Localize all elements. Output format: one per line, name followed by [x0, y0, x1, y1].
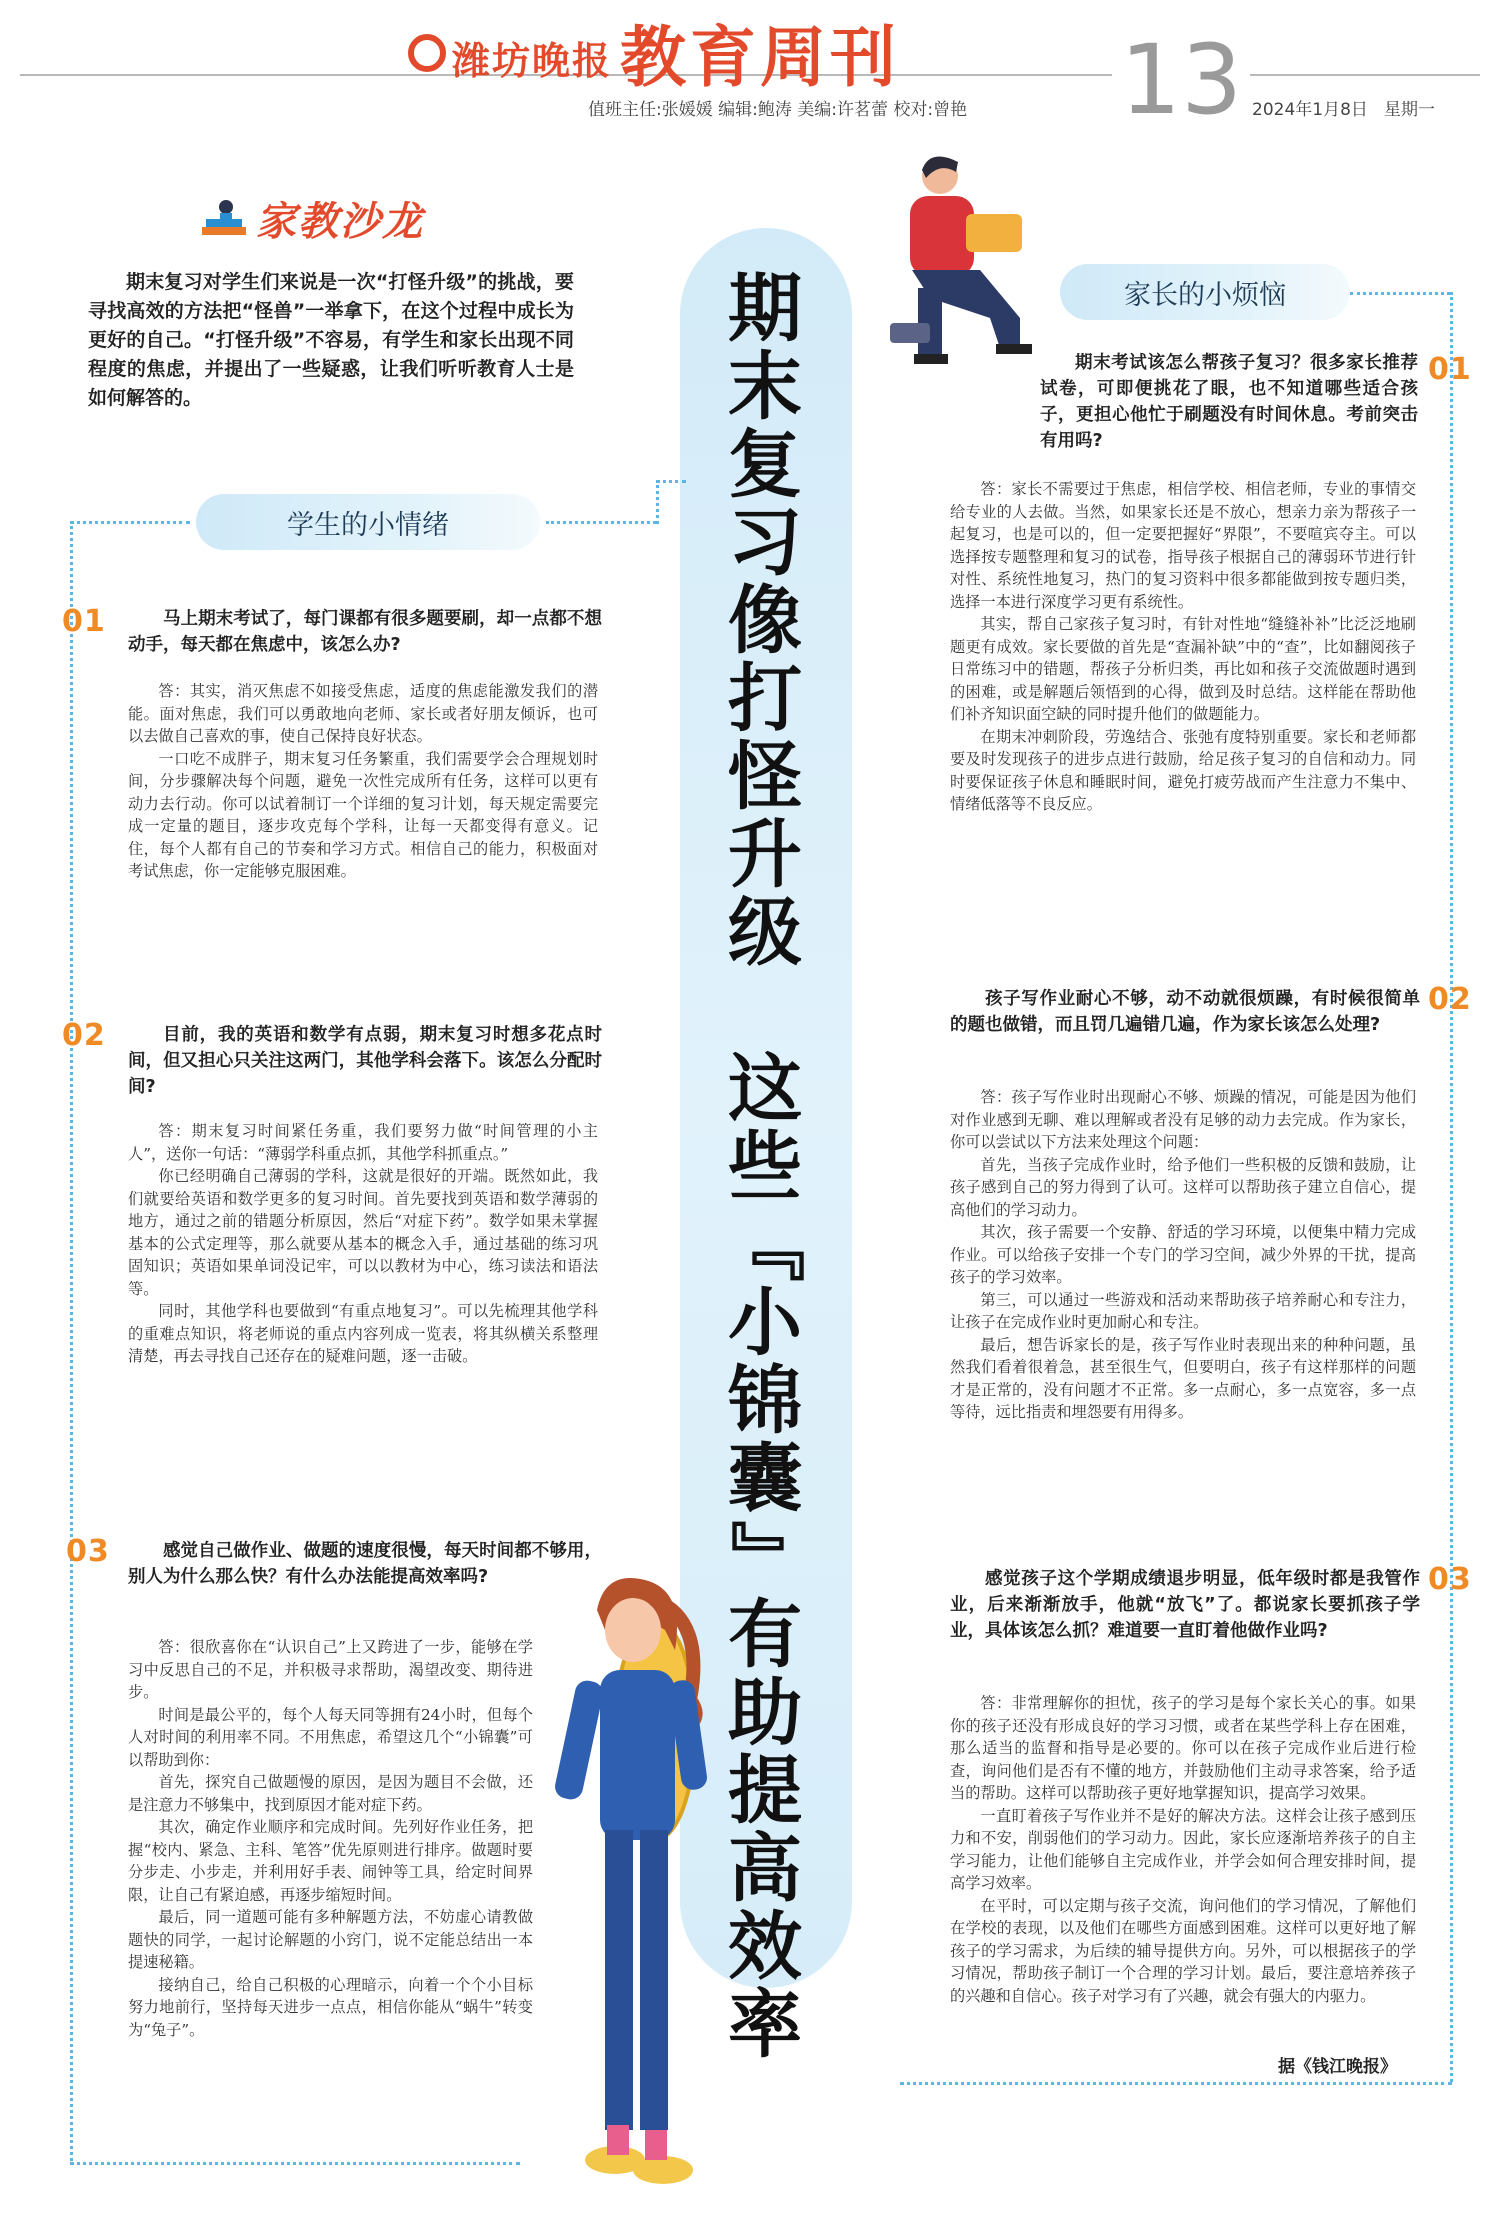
divider-dots: [1450, 292, 1453, 2082]
answer-paragraph: 时间是最公平的，每个人每天同等拥有24小时，但每个人对时间的利用率不同。不用焦虑，希望这几个“小锦囊”可以帮助到你：: [128, 1705, 533, 1769]
answer-paragraph: 首先，当孩子完成作业时，给予他们一些积极的反馈和鼓励，让孩子感到自己的努力得到了认可。这样可以帮助孩子建立自信心，提高他们的学习动力。: [950, 1155, 1416, 1219]
student-q2-answer: [128, 1120, 598, 1368]
divider-dots: [546, 521, 656, 524]
headline-char: 锦: [728, 1358, 802, 1444]
issue-weekday: 星期一: [1384, 100, 1435, 120]
headline-char: 有: [728, 1592, 802, 1678]
headline-char: 习: [728, 500, 802, 586]
student-q2-number: 02: [62, 1018, 106, 1053]
headline-char: 助: [728, 1670, 802, 1756]
parent-q1-number: 01: [1428, 352, 1472, 387]
student-q3-answer: [128, 1636, 533, 2041]
answer-paragraph: 其实，帮自己家孩子复习时，有针对性地“缝缝补补”比泛泛地刷题更有成效。家长要做的首先是“查漏补缺”中的“查”，比如翻阅孩子日常练习中的错题，帮孩子分析归类，再比如和孩子交流做题时遇到的困难，或是解题后领悟到的心得，做到及时总结。这样能在帮助他们补齐知识面空缺的同时提升他们的做题能力。: [950, 615, 1416, 723]
answer-paragraph: 一直盯着孩子写作业并不是好的解决方法。这样会让孩子感到压力和不安，削弱他们的学习动力。因此，家长应逐渐培养孩子的自主学习能力，让他们能够自主完成作业，并学会如何合理安排时间，提高学习效率。: [950, 1806, 1416, 1892]
paper-logo-icon: [408, 34, 446, 72]
headline-char: 些: [728, 1124, 802, 1210]
headline-char: 级: [728, 890, 802, 976]
divider-dots: [70, 2162, 520, 2165]
answer-paragraph: 最后，想告诉家长的是，孩子写作业时表现出来的种种问题，虽然我们看着很着急，甚至很生气，但要明白，孩子有这样那样的问题才是正常的，没有问题才不正常。多一点耐心，多一点宽容，多一点等待，远比指责和埋怨要有用得多。: [950, 1335, 1416, 1421]
headline-char: 怪: [728, 734, 802, 820]
parent-section-label-text: 家长的小烦恼: [1124, 279, 1286, 311]
divider-dots: [1350, 292, 1450, 295]
headline-char: 升: [728, 812, 802, 898]
answer-paragraph: 答：很欣喜你在“认识自己”上又跨进了一步，能够在学习中反思自己的不足，并积极寻求帮助，渴望改变、期待进步。: [128, 1638, 533, 1701]
answer-paragraph: 在期末冲刺阶段，劳逸结合、张弛有度特别重要。家长和老师都要及时发现孩子的进步点进行鼓励，给足孩子复习的自信和动力。同时要保证孩子休息和睡眠时间，避免打疲劳战而产生注意力不集中、情绪低落等不良反应。: [950, 727, 1416, 813]
page-number: 13: [1112, 32, 1250, 128]
answer-paragraph: 答：非常理解你的担忧，孩子的学习是每个家长关心的事。如果你的孩子还没有形成良好的学习习惯，或者在某些学科上存在困难，那么适当的监督和指导是必要的。你可以在孩子完成作业后进行检查，询问他们是否有不懂的地方，并鼓励他们主动寻求答案，给予适当的帮助。这样可以帮助孩子更好地掌握知识，提高学习效果。: [950, 1694, 1416, 1802]
headline-char: [705, 972, 825, 1050]
parent-q3-number: 03: [1428, 1562, 1472, 1597]
headline-char: 这: [728, 1046, 802, 1132]
headline-char: 末: [728, 344, 802, 430]
parent-q2-number: 02: [1428, 982, 1472, 1017]
student-section-label-text: 学生的小情绪: [287, 509, 449, 541]
headline-char: 』: [722, 1520, 808, 1594]
answer-paragraph: 其次，确定作业顺序和完成时间。先列好作业任务，把握“校内、紧急、主科、笔答”优先原则进行排序。做题时要分步走、小步走，并利用好手表、闹钟等工具，给定时间界限，让自己有紧迫感，再逐步缩短时间。: [128, 1818, 533, 1904]
headline-char: 高: [728, 1826, 802, 1912]
answer-paragraph: 你已经明确自己薄弱的学科，这就是很好的开端。既然如此，我们就要给英语和数学更多的复习时间。首先要找到英语和数学薄弱的地方，通过之前的错题分析原因，然后“对症下药”。数学如果未掌握基本的公式定理等，那么就要从基本的概念入手，通过基础的练习巩固知识；英语如果单词没记牢，可以以教材为中心，练习读法和语法等。: [128, 1167, 598, 1298]
student-q2-question: 目前，我的英语和数学有点弱，期末复习时想多花点时间，但又担心只关注这两门，其他学科会落下。该怎么分配时间?: [128, 1025, 602, 1097]
answer-paragraph: 在平时，可以定期与孩子交流，询问他们的学习情况，了解他们在学校的表现，以及他们在哪些方面感到困难。这样可以更好地了解孩子的学习需求，为后续的辅导提供方向。另外，可以根据孩子的学习情况，帮助孩子制订一个合理的学习计划。最后，要注意培养孩子的兴趣和自信心。孩子对学习有了兴趣，就会有强大的内驱力。: [950, 1896, 1416, 2005]
headline-char: 像: [728, 578, 802, 664]
divider-dots: [656, 480, 686, 483]
answer-paragraph: 第三，可以通过一些游戏和活动来帮助孩子培养耐心和专注力，让孩子在完成作业时更加耐心和专注。: [950, 1290, 1416, 1331]
headline-char: 『: [722, 1208, 808, 1282]
issue-date: 2024年1月8日: [1252, 100, 1368, 120]
student-q3-number: 03: [66, 1534, 110, 1569]
answer-paragraph: 答：孩子写作业时出现耐心不够、烦躁的情况，可能是因为他们对作业感到无聊、难以理解或者没有足够的动力去完成。作为家长，你可以尝试以下方法来处理这个问题：: [950, 1088, 1416, 1151]
headline-char: 提: [728, 1748, 802, 1834]
headline-char: 期: [728, 266, 802, 352]
parent-q3-answer: [950, 1692, 1416, 2007]
headline-char: 复: [728, 422, 802, 508]
paper-name: 潍坊晚报: [452, 39, 613, 83]
divider-dots: [70, 521, 73, 2161]
student-q1-answer: [128, 680, 598, 883]
answer-paragraph: 接纳自己，给自己积极的心理暗示，向着一个个小目标努力地前行，坚持每天进步一点点，相信你能从“蜗牛”转变为“兔子”。: [128, 1975, 533, 2039]
student-section-label: [196, 494, 540, 550]
answer-paragraph: 最后，同一道题可能有多种解题方法，不妨虚心请教做题快的同学，一起讨论解题的小窍门，说不定能总结出一本提速秘籍。: [128, 1908, 533, 1971]
source-credit: 据《钱江晚报》: [1278, 2057, 1397, 2077]
column-logo-text: 家教沙龙: [256, 199, 424, 245]
parent-q2-answer: [950, 1086, 1416, 1424]
headline-char: 效: [728, 1904, 802, 1990]
headline-char: 小: [728, 1280, 802, 1366]
column-logo: [200, 190, 424, 247]
reading-child-icon: [200, 197, 252, 241]
parent-q2-question: 孩子写作业耐心不够，动不动就很烦躁，有时候很简单的题也做错，而且罚几遍错几遍，作为家长该怎么处理?: [950, 989, 1420, 1035]
section-title: 教育周刊: [620, 18, 900, 96]
answer-paragraph: 答：期末复习时间紧任务重，我们要努力做“时间管理的小主人”，送你一句话：“薄弱学科重点抓，其他学科抓重点。”: [128, 1122, 598, 1163]
answer-paragraph: 一口吃不成胖子，期末复习任务繁重，我们需要学会合理规划时间，分步骤解决每个问题，避免一次性完成所有任务，这样可以更有动力去行动。你可以试着制订一个详细的复习计划，每天规定需要完成一定量的题目，逐步攻克每个学科，让每一天都变得有意义。记住，每个人都有自己的节奏和学习方式。相信自己的能力，积极面对考试焦虑，你一定能够克服困难。: [128, 749, 598, 880]
headline-char: 打: [728, 656, 802, 742]
parent-q3-question: 感觉孩子这个学期成绩退步明显，低年级时都是我管作业，后来渐渐放手，他就“放飞”了。都说家长要抓孩子学业，具体该怎么抓？难道要一直盯着他做作业吗?: [950, 1569, 1420, 1641]
student-q1-question: 马上期末考试了，每门课都有很多题要刷，却一点都不想动手，每天都在焦虑中，该怎么办?: [128, 609, 602, 655]
parent-q1-answer: [950, 478, 1416, 816]
parent-reading-illustration: [870, 148, 1050, 388]
divider-dots: [70, 521, 190, 524]
headline-char: 率: [728, 1982, 802, 2068]
parent-q1-question: 期末考试该怎么帮孩子复习？很多家长推荐试卷，可即便挑花了眼，也不知道哪些适合孩子，更担心他忙于刷题没有时间休息。考前突击有用吗?: [1040, 353, 1418, 451]
answer-paragraph: 答：其实，消灭焦虑不如接受焦虑，适度的焦虑能激发我们的潜能。面对焦虑，我们可以勇敢地向老师、家长或者好朋友倾诉，也可以去做自己喜欢的事，使自己保持良好状态。: [128, 682, 598, 745]
student-q3-question: 感觉自己做作业、做题的速度很慢，每天时间都不够用，别人为什么那么快？有什么办法能提高效率吗?: [128, 1541, 602, 1587]
divider-dots: [900, 2082, 1452, 2085]
answer-paragraph: 首先，探究自己做题慢的原因，是因为题目不会做，还是注意力不够集中，找到原因才能对症下药。: [128, 1773, 533, 1814]
answer-paragraph: 同时，其他学科也要做到“有重点地复习”。可以先梳理其他学科的重难点知识，将老师说的重点内容列成一览表，将其纵横关系整理清楚，再去寻找自己还存在的疑难问题，逐一击破。: [128, 1302, 598, 1365]
intro-paragraph: 期末复习对学生们来说是一次“打怪升级”的挑战，要寻找高效的方法把“怪兽”一举拿下，在这个过程中成长为更好的自己。“打怪升级”不容易，有学生和家长出现不同程度的焦虑，并提出了一些疑惑，让我们听听教育人士是如何解答的。: [88, 271, 574, 409]
schoolgirl-illustration: [505, 1570, 725, 2210]
headline-char: 囊: [728, 1436, 802, 1522]
answer-paragraph: 其次，孩子需要一个安静、舒适的学习环境，以便集中精力完成作业。可以给孩子安排一个专门的学习空间，减少外界的干扰，提高孩子的学习效率。: [950, 1223, 1416, 1286]
answer-paragraph: 答：家长不需要过于焦虑，相信学校、相信老师，专业的事情交给专业的人去做。当然，如果家长还是不放心，想亲力亲为帮孩子一起复习，也是可以的，但一定要把握好“界限”，不要喧宾夺主。可以选择按专题整理和复习的试卷，指导孩子根据自己的薄弱环节进行针对性、系统性地复习，热门的复习资料中很多都能做到按专题归类，选择一本进行深度学习更有系统性。: [950, 480, 1416, 611]
staff-credits: 值班主任:张媛媛 编辑:鲍涛 美编:许茗蕾 校对:曾艳: [588, 100, 968, 120]
parent-section-label: [1060, 264, 1350, 320]
student-q1-number: 01: [62, 604, 106, 639]
divider-dots: [656, 480, 659, 524]
